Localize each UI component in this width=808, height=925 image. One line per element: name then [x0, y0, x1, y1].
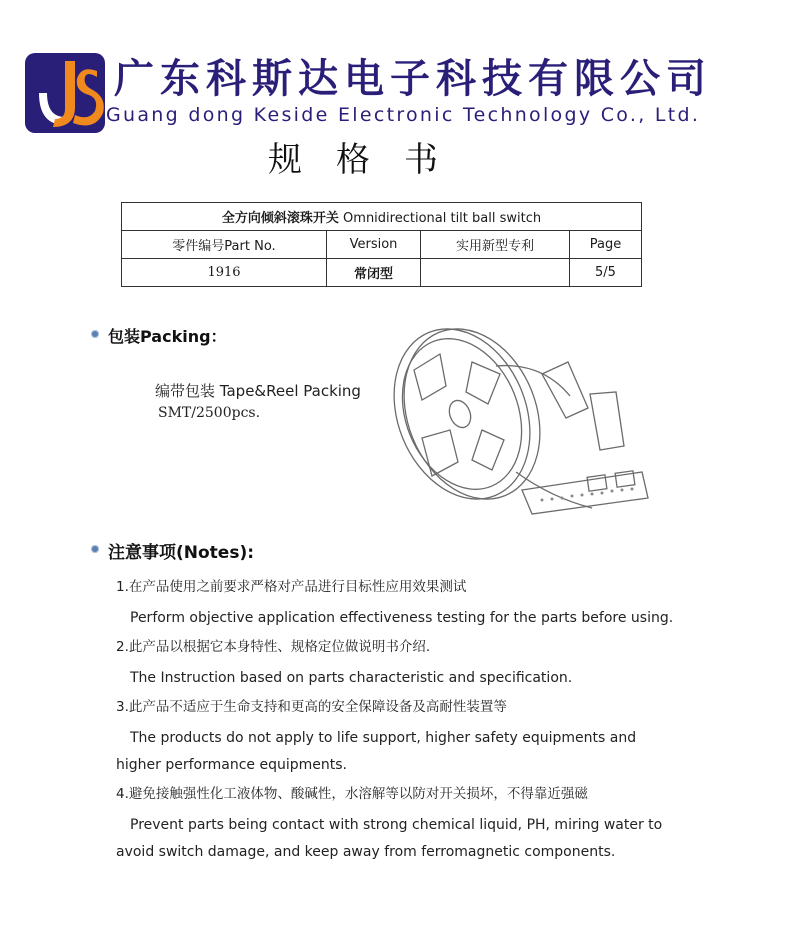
product-name-en: Omnidirectional tilt ball switch	[343, 211, 542, 226]
tape-reel-illustration	[392, 322, 654, 518]
company-name-cn: 广东科斯达电子科技有限公司	[114, 56, 712, 102]
packing-type-en: Tape&Reel Packing	[219, 382, 361, 400]
note-cn: 4.避免接触强性化工液体物、酸碱性，水溶解等以防对开关损坏，不得靠近强磁	[116, 786, 588, 802]
header-version: Version	[327, 231, 421, 259]
company-logo	[25, 53, 105, 133]
product-name-cell	[122, 203, 642, 231]
header-page: Page	[570, 231, 642, 259]
packing-type	[155, 380, 361, 401]
value-page: 5/5	[570, 259, 642, 287]
table-row	[122, 203, 642, 231]
packing-type-cn: 编带包装	[155, 382, 216, 400]
note-cn: 1.在产品使用之前要求严格对产品进行目标性应用效果测试	[116, 579, 467, 595]
table-row	[122, 231, 642, 259]
packing-heading: 包装Packing：	[108, 327, 227, 346]
document-title: 规格书	[268, 140, 472, 180]
value-part-no: 1916	[122, 259, 327, 287]
header-part-no: 零件编号Part No.	[122, 231, 327, 259]
note-en: Perform objective application effectiveness testing for the parts before using.	[130, 610, 674, 626]
note-en: The Instruction based on parts characteristic and specification.	[130, 670, 573, 686]
notes-heading: 注意事项(Notes):	[108, 543, 255, 563]
note-cn: 2.此产品以根据它本身特性、规格定位做说明书介绍.	[116, 639, 431, 655]
product-name-cn: 全方向倾斜滚珠开关	[221, 211, 339, 226]
value-patent	[421, 259, 570, 287]
note-en: Prevent parts being contact with strong chemical liquid, PH, miring water to avoid switch damage, and keep away from ferromagnetic components.	[116, 817, 663, 860]
company-name-en: Guang dong Keside Electronic Technology Co., Ltd.	[106, 104, 701, 126]
bullet-icon	[91, 330, 99, 338]
packing-quantity: SMT/2500pcs.	[158, 405, 261, 421]
note-cn: 3.此产品不适应于生命支持和更高的安全保障设备及高耐性装置等	[116, 699, 507, 715]
bullet-icon	[91, 545, 99, 553]
table-row	[122, 259, 642, 287]
header-patent: 实用新型专利	[421, 231, 570, 259]
note-en: The products do not apply to life support, higher safety equipments and higher performance equipments.	[116, 730, 637, 773]
notes-list	[116, 572, 676, 866]
spec-table	[121, 202, 642, 287]
value-version: 常闭型	[327, 259, 421, 287]
